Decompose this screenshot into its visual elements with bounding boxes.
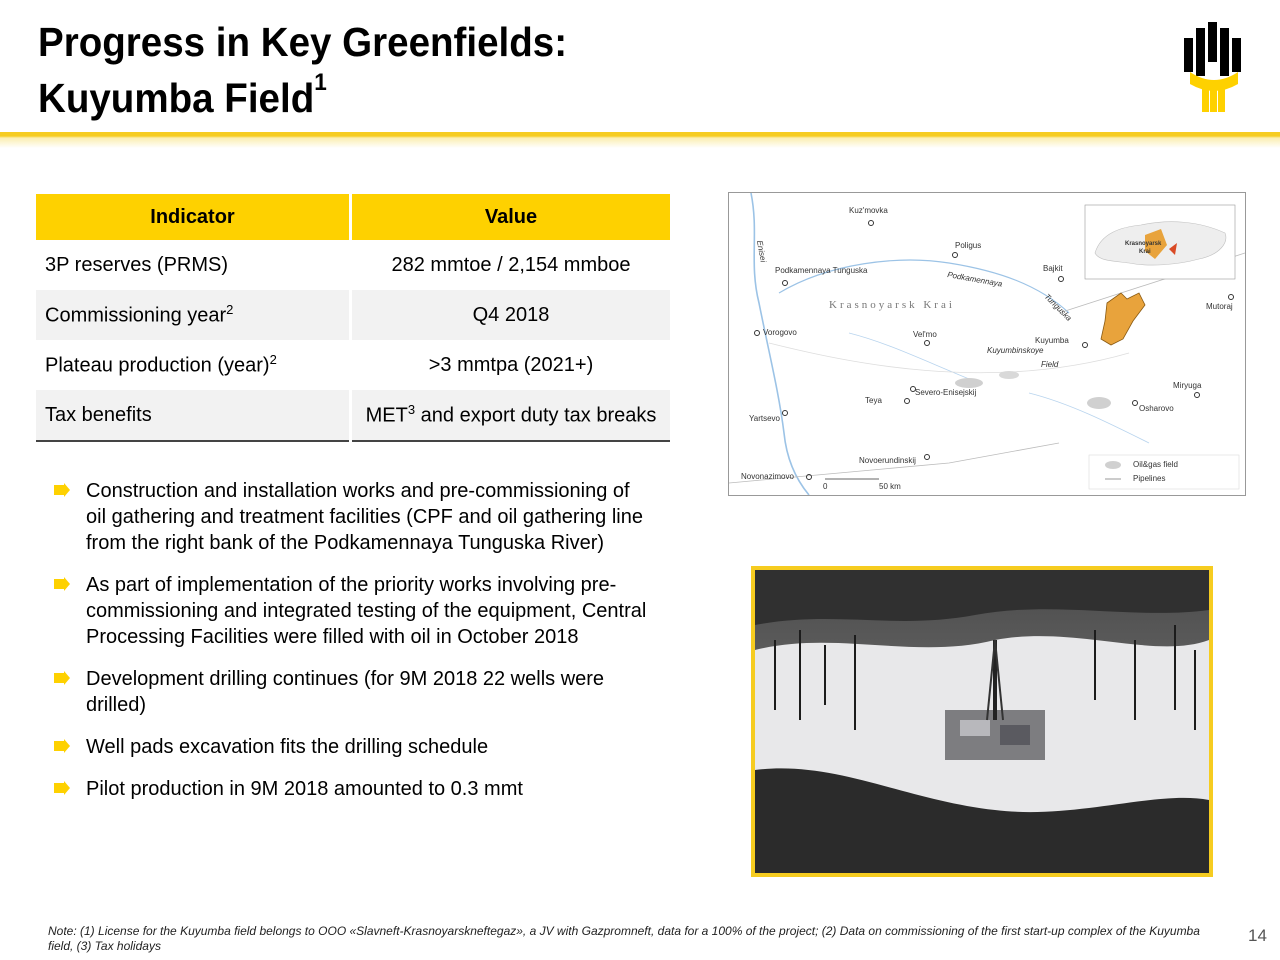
label-text: Commissioning year — [45, 304, 227, 327]
row-value: 282 mmtoe / 2,154 mmboe — [391, 253, 631, 276]
svg-text:Podkamennaya Tunguska: Podkamennaya Tunguska — [775, 266, 868, 275]
label-text: Plateau production (year) — [45, 354, 270, 377]
svg-text:Novoerundinskij: Novoerundinskij — [859, 456, 916, 465]
map-label: Enisei — [755, 239, 768, 263]
footnote-marker: 2 — [226, 302, 234, 318]
value-prefix: MET — [365, 404, 408, 427]
map-label: Tunguska — [1042, 292, 1074, 323]
label-text: Tax benefits — [45, 403, 152, 426]
bullet-arrow-icon — [54, 485, 64, 495]
bullet-arrow-icon — [54, 783, 64, 793]
bullet-text: Development drilling continues (for 9M 2018 22 wells were drilled) — [86, 668, 605, 716]
bullet-text: Construction and installation works and pre-commissioning of oil gathering and treatment facilities (CPF and oil gathering line from the right bank of the Podkamennaya Tunguska River) — [86, 480, 643, 554]
map-scale-bar — [823, 479, 901, 491]
svg-text:Kuz'movka: Kuz'movka — [849, 206, 888, 215]
table-row — [36, 390, 670, 441]
bullet-arrow-icon — [54, 673, 64, 683]
header-indicator: Indicator — [36, 194, 351, 240]
list-item — [50, 572, 650, 650]
row-label — [36, 340, 351, 390]
bullet-text: As part of implementation of the priority works involving pre-commissioning and integrated testing of the equipment, Central Processing Facilities were filled with oil in October 2018 — [86, 574, 647, 648]
footnote-marker: 3 — [407, 402, 416, 418]
map-place — [1133, 401, 1175, 414]
list-item — [50, 734, 650, 760]
bullet-text: Pilot production in 9M 2018 amounted to 0.3 mmt — [86, 778, 523, 800]
map-place — [1043, 264, 1064, 282]
snow-drilling-site-image — [755, 570, 1209, 873]
svg-text:Severo-Enisejskij: Severo-Enisejskij — [915, 388, 977, 397]
svg-text:Vel'mo: Vel'mo — [913, 330, 937, 339]
map-graphic — [729, 193, 1245, 495]
list-item — [50, 776, 650, 802]
label-text: 3P reserves (PRMS) — [45, 253, 229, 276]
map-inset — [1085, 205, 1235, 279]
page-title — [38, 14, 567, 126]
footnote-marker: 2 — [269, 352, 277, 368]
company-logo-icon — [1180, 22, 1248, 114]
svg-text:Osharovo: Osharovo — [1139, 404, 1174, 413]
list-item — [50, 478, 650, 556]
map-field-label: Kuyumbinskoye — [987, 346, 1044, 355]
map-place — [859, 455, 930, 466]
table-row — [36, 340, 670, 390]
bullet-arrow-icon — [54, 579, 64, 589]
svg-text:50 km: 50 km — [879, 482, 901, 491]
progress-bullet-list — [50, 478, 650, 818]
map-place — [865, 396, 910, 405]
table-header-row — [36, 194, 670, 240]
svg-text:Teya: Teya — [865, 396, 882, 405]
map-legend — [1089, 455, 1239, 489]
header-value: Value — [351, 194, 671, 240]
map-place — [911, 387, 977, 398]
map-place — [1173, 381, 1202, 398]
map-place — [775, 266, 868, 286]
svg-text:Oil&gas field: Oil&gas field — [1133, 460, 1178, 469]
indicator-table — [36, 194, 670, 442]
map-place — [849, 206, 888, 226]
field-location-map — [728, 192, 1246, 496]
page-number: 14 — [1248, 926, 1267, 945]
table-row — [36, 290, 670, 340]
svg-text:Yartsevo: Yartsevo — [749, 414, 780, 423]
svg-text:Pipelines: Pipelines — [1133, 474, 1166, 483]
svg-text:Bajkit: Bajkit — [1043, 264, 1063, 273]
row-value — [351, 390, 671, 441]
value-suffix: and export duty tax breaks — [415, 404, 657, 427]
svg-text:Kuyumba: Kuyumba — [1035, 336, 1069, 345]
title-line-2: Kuyumba Field — [38, 75, 315, 121]
map-place — [913, 330, 937, 346]
svg-text:Mutoraj: Mutoraj — [1206, 302, 1233, 311]
title-line-1: Progress in Key Greenfields: — [38, 19, 568, 65]
header-divider — [0, 132, 1280, 148]
svg-text:Krasnoyarsk: Krasnoyarsk — [1125, 241, 1162, 247]
map-region-label: Krasnoyarsk Krai — [829, 299, 955, 311]
table-row — [36, 240, 670, 290]
map-place — [1206, 295, 1234, 312]
map-label: Podkamennaya — [946, 270, 1003, 289]
svg-text:Vorogovo: Vorogovo — [763, 328, 797, 337]
svg-text:Poligus: Poligus — [955, 241, 982, 250]
row-label — [36, 390, 351, 441]
bullet-arrow-icon — [54, 741, 64, 751]
svg-text:0: 0 — [823, 482, 828, 491]
map-place — [755, 328, 798, 337]
footnote: Note: (1) License for the Kuyumba field belongs to OOO «Slavneft-Krasnoyarskneftegaz», a JV with Gazpromneft, data for a 100% of the project; (2) Data on commissioning of the first start-up complex of the Kuyumba field, (3) Tax holidays — [48, 924, 1200, 953]
row-value: Q4 2018 — [351, 290, 671, 340]
row-value: >3 mmtpa (2021+) — [428, 353, 594, 376]
aerial-site-photo — [751, 566, 1213, 877]
svg-text:Miryuga: Miryuga — [1173, 381, 1202, 390]
bullet-text: Well pads excavation fits the drilling schedule — [86, 736, 489, 758]
svg-text:Krai: Krai — [1139, 249, 1151, 255]
title-footnote-marker: 1 — [314, 69, 327, 96]
list-item — [50, 666, 650, 718]
map-field-label: Field — [1041, 360, 1059, 369]
svg-text:Novonazimovo: Novonazimovo — [741, 472, 794, 481]
map-place — [953, 241, 982, 258]
row-label — [36, 290, 351, 340]
row-label — [36, 240, 351, 290]
